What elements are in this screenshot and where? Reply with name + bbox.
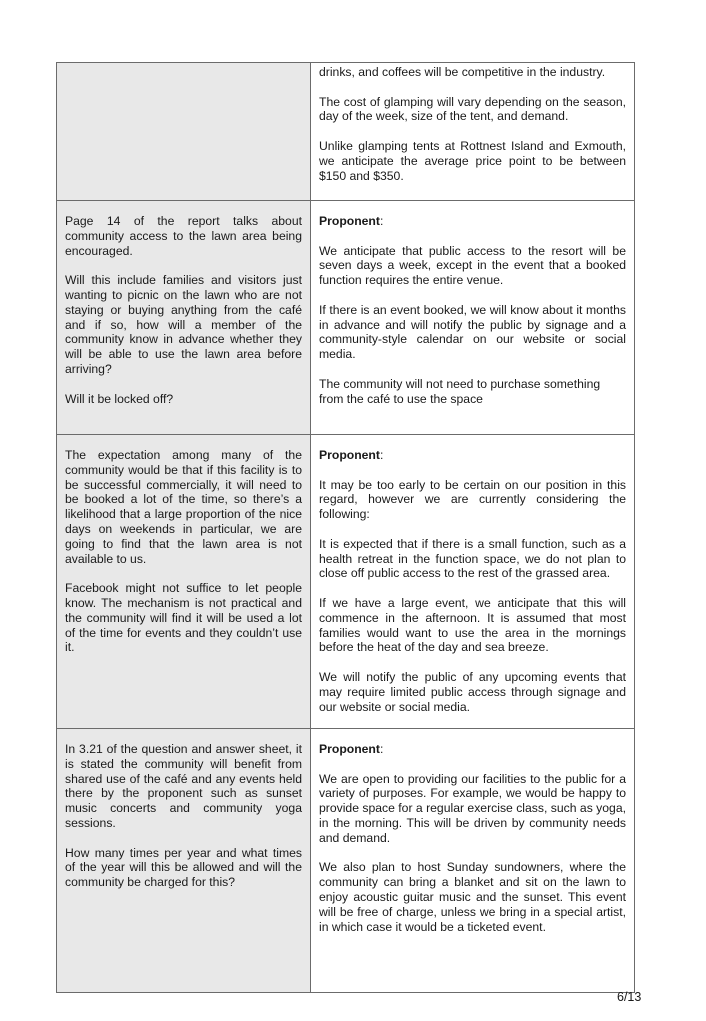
answer-paragraph: The community will not need to purchase something from the café to use the space (319, 376, 601, 406)
question-cell (57, 729, 311, 993)
table-row (57, 435, 635, 729)
answer-paragraph: drinks, and coffees will be competitive in the industry. (319, 65, 606, 79)
proponent-label: Proponent (319, 214, 380, 228)
answer-paragraph: It is expected that if there is a small function, such as a health retreat in the function space, we do not plan to close off public access to the rest of the grassed area. (319, 536, 626, 581)
question-paragraph: Will it be locked off? (65, 391, 174, 406)
question-paragraph: The expectation among many of the community would be that if this facility is to be successful commercially, it will need to be booked a lot of the time, so there’s a likelihood that a large proportion of the nice days on weekends in particular, we are going to find that the lawn area is not available to us. (65, 448, 302, 566)
answer-label: Proponent: (319, 214, 384, 228)
answer-paragraph: If we have a large event, we anticipate that this will commence in the afternoon. It is assumed that most families would want to use the area in the mornings before the heat of the day and sea breeze. (319, 595, 626, 655)
proponent-label: Proponent (319, 742, 380, 756)
answer-paragraph: We are open to providing our facilities to the public for a variety of purposes. For example, we would be happy to provide space for a regular exercise class, such as yoga, in the morning. This will be driven by community needs and demand. (319, 771, 626, 845)
answer-cell (311, 435, 635, 729)
question-cell (57, 63, 311, 201)
answer-paragraph: If there is an event booked, we will know about it months in advance and will notify the public by signage and a community-style calendar on our website or social media. (319, 302, 626, 362)
answer-paragraph: We also plan to host Sunday sundowners, where the community can bring a blanket and sit on the lawn to enjoy acoustic guitar music and the sunset. This event will be free of charge, unless we bring in a special artist, in which case it would be a ticketed event. (319, 860, 626, 934)
question-cell (57, 435, 311, 729)
answer-label: Proponent: (319, 448, 384, 462)
answer-paragraph: We will notify the public of any upcoming events that may require limited public access through signage and our website or social media. (319, 669, 626, 714)
page-number: 6/13 (617, 990, 642, 1004)
answer-cell (311, 63, 635, 201)
question-paragraph: In 3.21 of the question and answer sheet, it is stated the community will benefit from shared use of the café and any events held there by the proponent such as sunset music concerts and community yoga sessions. (65, 742, 302, 830)
answer-paragraph: It may be too early to be certain on our position in this regard, however we are currently considering the following: (319, 477, 626, 522)
table-row (57, 63, 635, 201)
question-paragraph: Facebook might not suffice to let people know. The mechanism is not practical and the community will find it will be used a lot of the time for events and they couldn’t use it. (65, 581, 302, 655)
proponent-label: Proponent (319, 448, 380, 462)
qa-table (56, 62, 635, 993)
answer-cell (311, 729, 635, 993)
answer-paragraph: Unlike glamping tents at Rottnest Island and Exmouth, we anticipate the average price point to be between $150 and $350. (319, 138, 626, 183)
question-cell (57, 201, 311, 435)
question-paragraph: How many times per year and what times of the year will this be allowed and will the community be charged for this? (65, 845, 302, 890)
table-row (57, 729, 635, 993)
answer-paragraph: The cost of glamping will vary depending on the season, day of the week, size of the tent, and demand. (319, 94, 626, 124)
answer-label: Proponent: (319, 742, 384, 756)
table-row (57, 201, 635, 435)
question-paragraph: Page 14 of the report talks about community access to the lawn area being encouraged. (65, 214, 302, 258)
answer-paragraph: We anticipate that public access to the resort will be seven days a week, except in the event that a booked function requires the entire venue. (319, 243, 626, 288)
question-paragraph: Will this include families and visitors just wanting to picnic on the lawn who are not staying or buying anything from the café and if so, how will a member of the community know in advance whether they will be able to use the lawn area before arriving? (65, 273, 302, 376)
answer-cell (311, 201, 635, 435)
